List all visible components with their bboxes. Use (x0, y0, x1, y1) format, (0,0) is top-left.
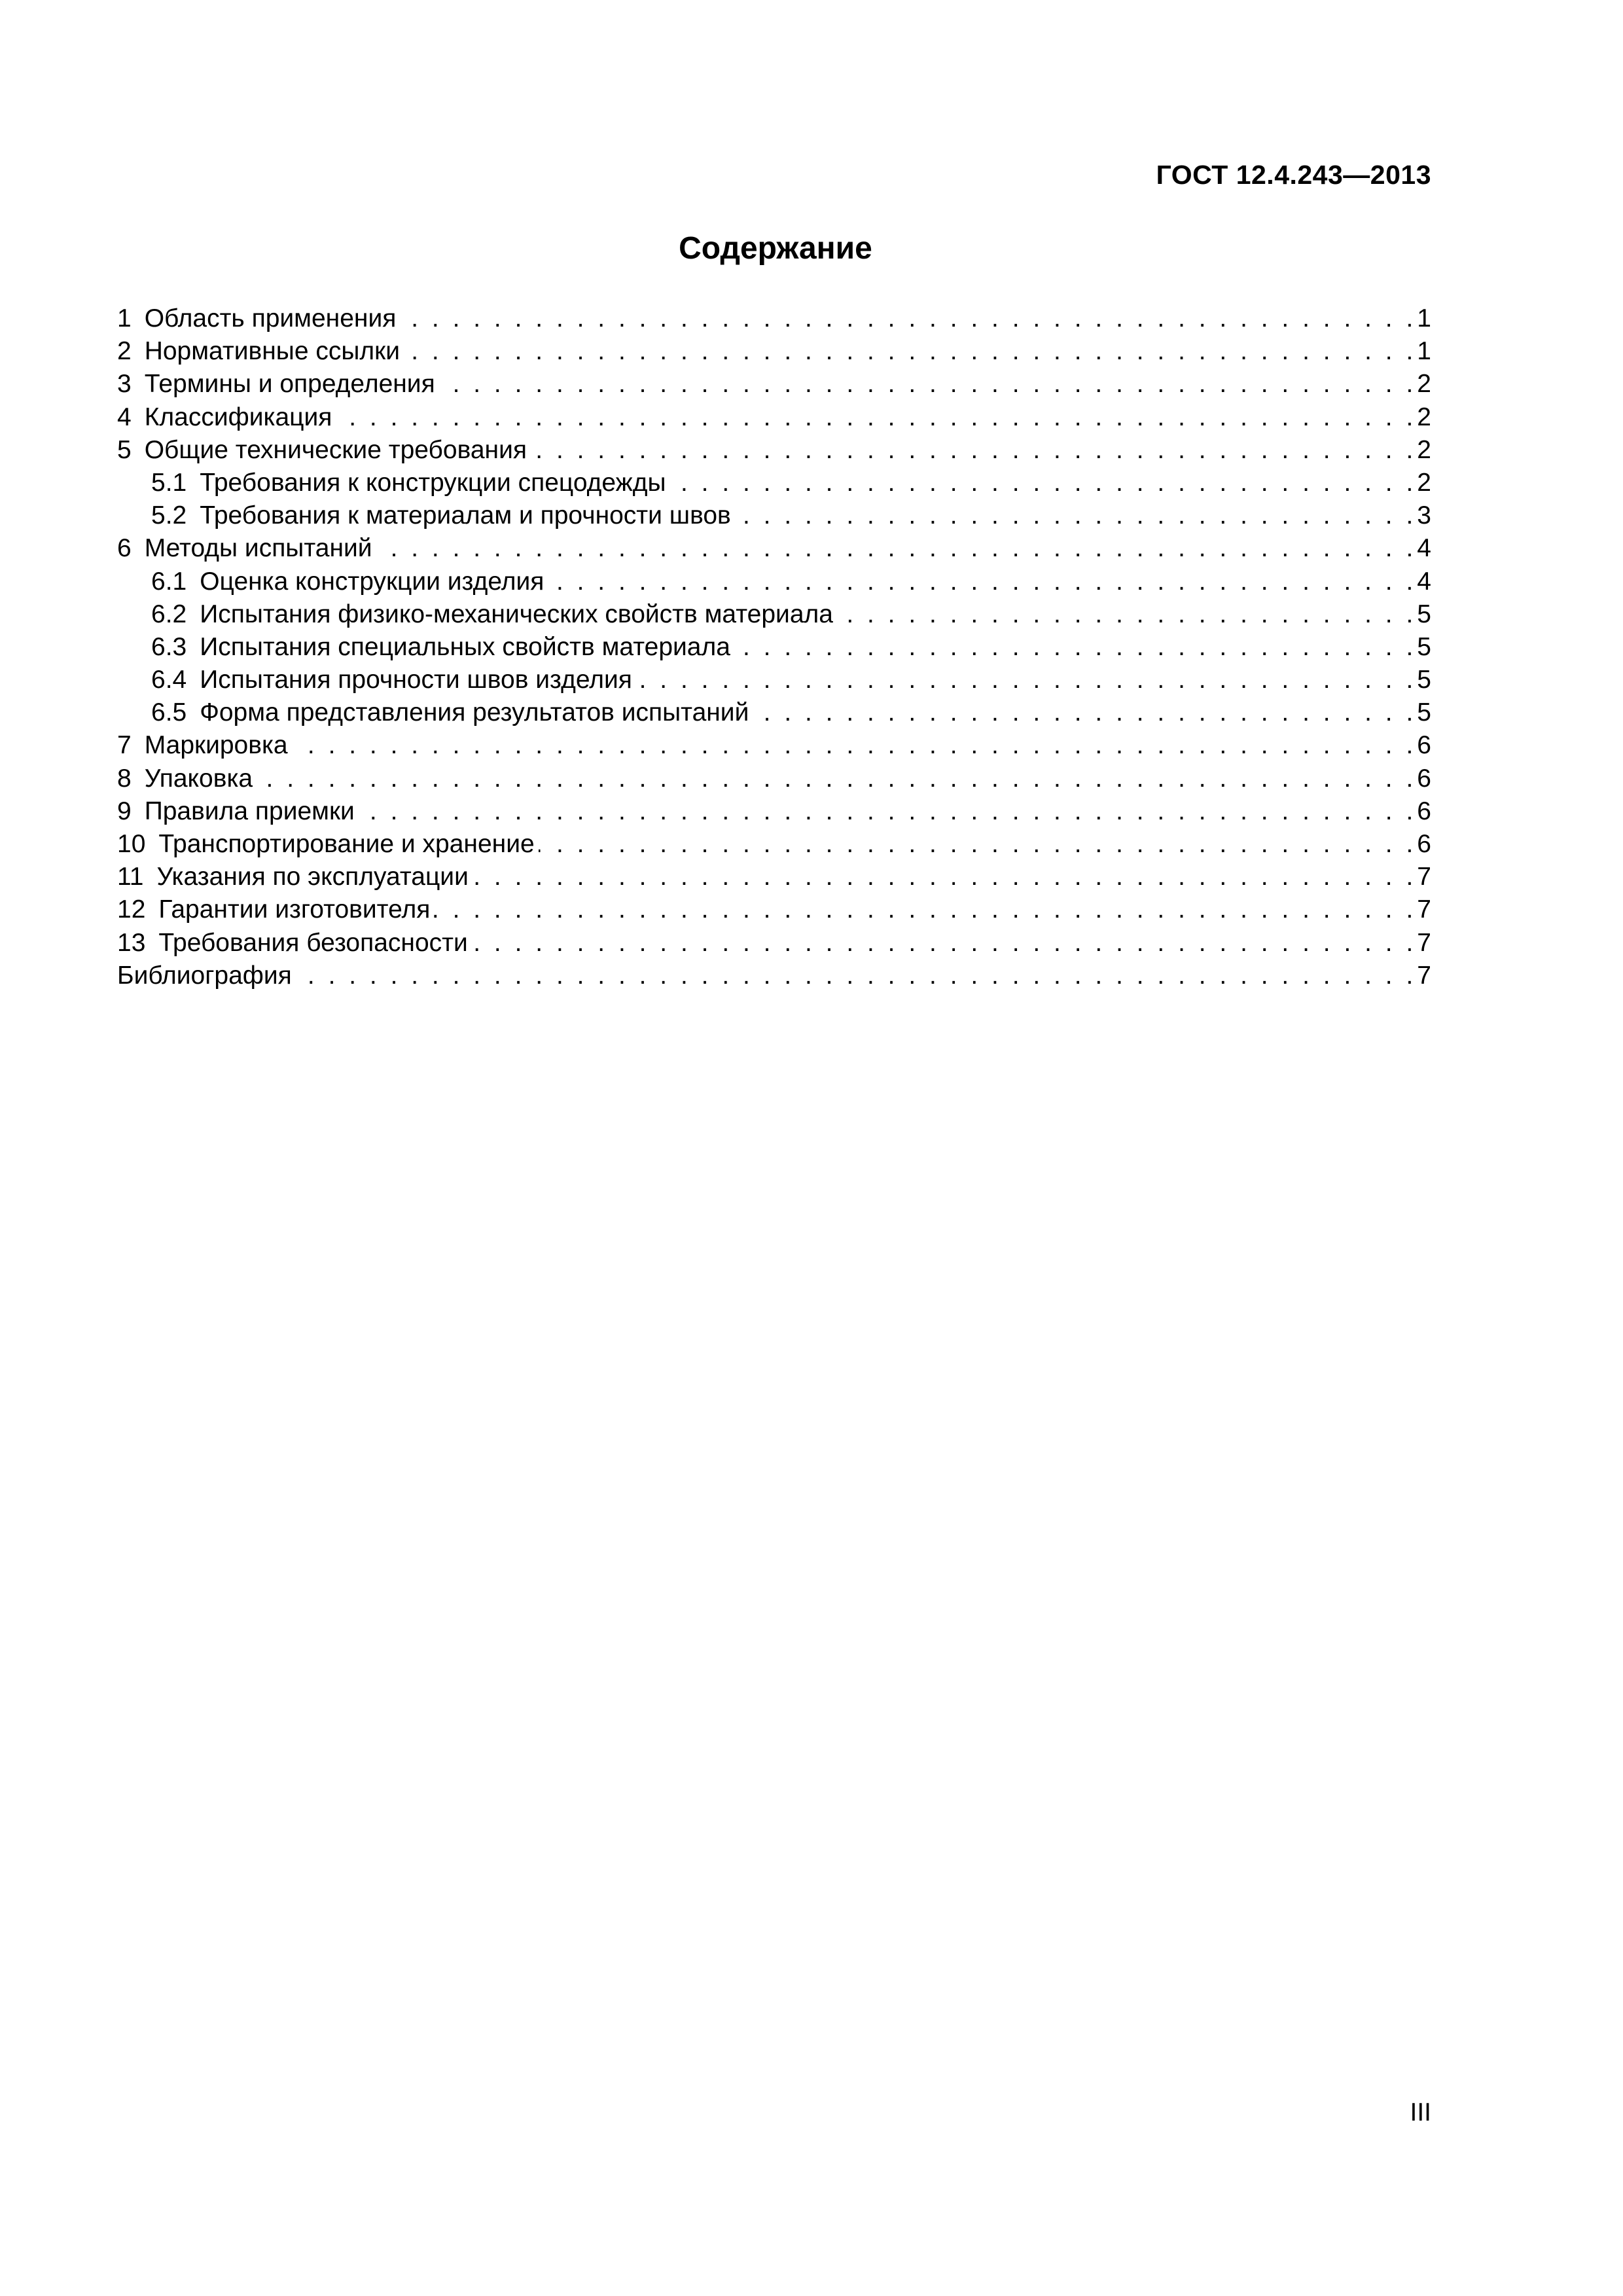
toc-entry-label (151, 565, 544, 598)
toc-entry-text: Форма представления результатов испытаний (200, 698, 749, 727)
toc-entry-text: Транспортирование и хранение (158, 830, 535, 858)
toc-dot-leader (439, 368, 1414, 401)
toc-entry-label (151, 499, 731, 532)
toc-dot-leader (735, 499, 1414, 532)
page-number: III (1410, 2098, 1431, 2126)
toc-entry-text: Общие технические требования (144, 435, 527, 464)
toc-entry[interactable] (117, 565, 1431, 598)
toc-entry-page: 4 (1417, 534, 1431, 563)
toc-entry-page: 6 (1417, 764, 1431, 793)
toc-entry-number: 2 (117, 337, 132, 366)
toc-entry-page: 7 (1417, 961, 1431, 990)
toc-entry-label (151, 467, 666, 499)
toc-dot-leader (539, 828, 1414, 861)
toc-entry-label (151, 631, 730, 664)
toc-entry[interactable] (117, 927, 1431, 960)
toc-entry-page: 2 (1417, 403, 1431, 431)
toc-entry-number: 1 (117, 304, 132, 332)
table-of-contents (117, 302, 1431, 992)
toc-entry[interactable] (117, 499, 1431, 532)
toc-entry-page: 7 (1417, 928, 1431, 957)
toc-entry-text: Требования безопасности (158, 928, 468, 957)
toc-entry-text: Испытания прочности швов изделия (200, 666, 632, 694)
toc-entry[interactable] (117, 302, 1431, 335)
toc-entry-label (117, 828, 535, 861)
toc-dot-leader (734, 631, 1413, 664)
toc-entry-page: 5 (1417, 632, 1431, 661)
toc-dot-leader (434, 893, 1413, 926)
toc-entry[interactable] (117, 762, 1431, 795)
toc-entry[interactable] (117, 795, 1431, 828)
toc-entry-label (117, 927, 468, 960)
toc-entry-label (117, 960, 292, 992)
toc-entry-label (151, 664, 632, 696)
toc-entry-label (117, 893, 430, 926)
toc-entry-number: 5 (117, 435, 132, 464)
toc-entry-number: 6.5 (151, 698, 187, 727)
toc-entry-label (117, 368, 435, 401)
toc-entry-page: 6 (1417, 731, 1431, 760)
toc-entry-number: 12 (117, 895, 146, 924)
toc-entry[interactable] (117, 664, 1431, 696)
toc-entry-text: Испытания специальных свойств материала (200, 632, 730, 661)
toc-entry-number: 11 (117, 863, 144, 891)
toc-entry-label (117, 795, 355, 828)
toc-entry-text: Гарантии изготовителя (158, 895, 431, 924)
toc-entry[interactable] (117, 631, 1431, 664)
toc-entry-text: Методы испытаний (144, 534, 372, 563)
toc-entry[interactable] (117, 335, 1431, 368)
toc-entry-number: 5.2 (151, 501, 187, 530)
toc-entry-number: 9 (117, 797, 132, 825)
toc-entry-text: Требования к материалам и прочности швов (200, 501, 731, 530)
toc-entry-label (117, 861, 469, 893)
toc-dot-leader (837, 598, 1413, 631)
toc-entry-page: 1 (1417, 304, 1431, 332)
toc-dot-leader (473, 861, 1413, 893)
toc-entry[interactable] (117, 893, 1431, 926)
toc-entry-page: 6 (1417, 797, 1431, 825)
toc-entry-number: 6.1 (151, 567, 187, 596)
toc-entry-page: 7 (1417, 895, 1431, 924)
toc-entry-text: Термины и определения (144, 370, 435, 399)
document-code: ГОСТ 12.4.243—2013 (1156, 160, 1431, 190)
toc-entry-label (117, 401, 332, 434)
toc-entry[interactable] (117, 467, 1431, 499)
toc-entry[interactable] (117, 598, 1431, 631)
toc-entry-number: 7 (117, 731, 132, 760)
toc-entry-label (117, 434, 527, 467)
toc-entry-label (117, 335, 400, 368)
toc-entry[interactable] (117, 861, 1431, 893)
toc-entry-number: 4 (117, 403, 132, 431)
toc-entry-number: 6.2 (151, 600, 187, 628)
toc-dot-leader (531, 434, 1413, 467)
toc-entry-label (151, 598, 833, 631)
toc-entry[interactable] (117, 828, 1431, 861)
toc-title: Содержание (679, 231, 872, 266)
toc-entry-page: 4 (1417, 567, 1431, 596)
toc-entry-text: Упаковка (144, 764, 253, 793)
toc-entry-number: 10 (117, 830, 146, 858)
toc-entry-text: Испытания физико-механических свойств материала (200, 600, 833, 628)
toc-dot-leader (376, 532, 1414, 565)
toc-dot-leader (670, 467, 1414, 499)
toc-entry-number: 6 (117, 534, 132, 563)
toc-entry-page: 5 (1417, 666, 1431, 694)
toc-entry-page: 5 (1417, 698, 1431, 727)
toc-entry-label (117, 532, 372, 565)
toc-entry-text: Требования к конструкции спецодежды (200, 468, 666, 497)
toc-entry-number: 6.4 (151, 666, 187, 694)
toc-entry-text: Библиография (117, 961, 292, 990)
toc-entry[interactable] (117, 434, 1431, 467)
toc-dot-leader (400, 302, 1413, 335)
toc-entry-page: 2 (1417, 468, 1431, 497)
toc-entry-label (151, 696, 749, 729)
toc-dot-leader (292, 729, 1414, 762)
toc-entry-number: 6.3 (151, 632, 187, 661)
toc-entry-text: Нормативные ссылки (144, 337, 400, 366)
toc-dot-leader (472, 927, 1414, 960)
toc-entry[interactable] (117, 401, 1431, 434)
toc-entry[interactable] (117, 368, 1431, 401)
toc-entry-text: Классификация (144, 403, 332, 431)
toc-dot-leader (257, 762, 1413, 795)
toc-entry-page: 7 (1417, 863, 1431, 891)
toc-dot-leader (359, 795, 1413, 828)
toc-entry-number: 3 (117, 370, 132, 399)
toc-dot-leader (636, 664, 1413, 696)
toc-entry-number: 5.1 (151, 468, 187, 497)
toc-entry-page: 2 (1417, 435, 1431, 464)
toc-entry-text: Правила приемки (144, 797, 355, 825)
toc-entry-number: 13 (117, 928, 146, 957)
toc-entry[interactable] (117, 532, 1431, 565)
toc-dot-leader (404, 335, 1413, 368)
toc-entry[interactable] (117, 696, 1431, 729)
toc-dot-leader (753, 696, 1413, 729)
toc-entry-page: 2 (1417, 370, 1431, 399)
toc-entry-number: 8 (117, 764, 132, 793)
toc-entry-label (117, 729, 288, 762)
toc-entry-text: Маркировка (144, 731, 288, 760)
toc-entry-page: 3 (1417, 501, 1431, 530)
toc-entry-text: Область применения (144, 304, 397, 332)
toc-entry[interactable] (117, 960, 1431, 992)
toc-entry-label (117, 762, 253, 795)
toc-entry[interactable] (117, 729, 1431, 762)
toc-entry-page: 1 (1417, 337, 1431, 366)
toc-entry-text: Оценка конструкции изделия (200, 567, 544, 596)
toc-dot-leader (336, 401, 1413, 434)
toc-dot-leader (296, 960, 1414, 992)
toc-entry-page: 6 (1417, 830, 1431, 858)
toc-entry-label (117, 302, 396, 335)
toc-dot-leader (548, 565, 1413, 598)
toc-entry-page: 5 (1417, 600, 1431, 628)
toc-entry-text: Указания по эксплуатации (156, 863, 469, 891)
